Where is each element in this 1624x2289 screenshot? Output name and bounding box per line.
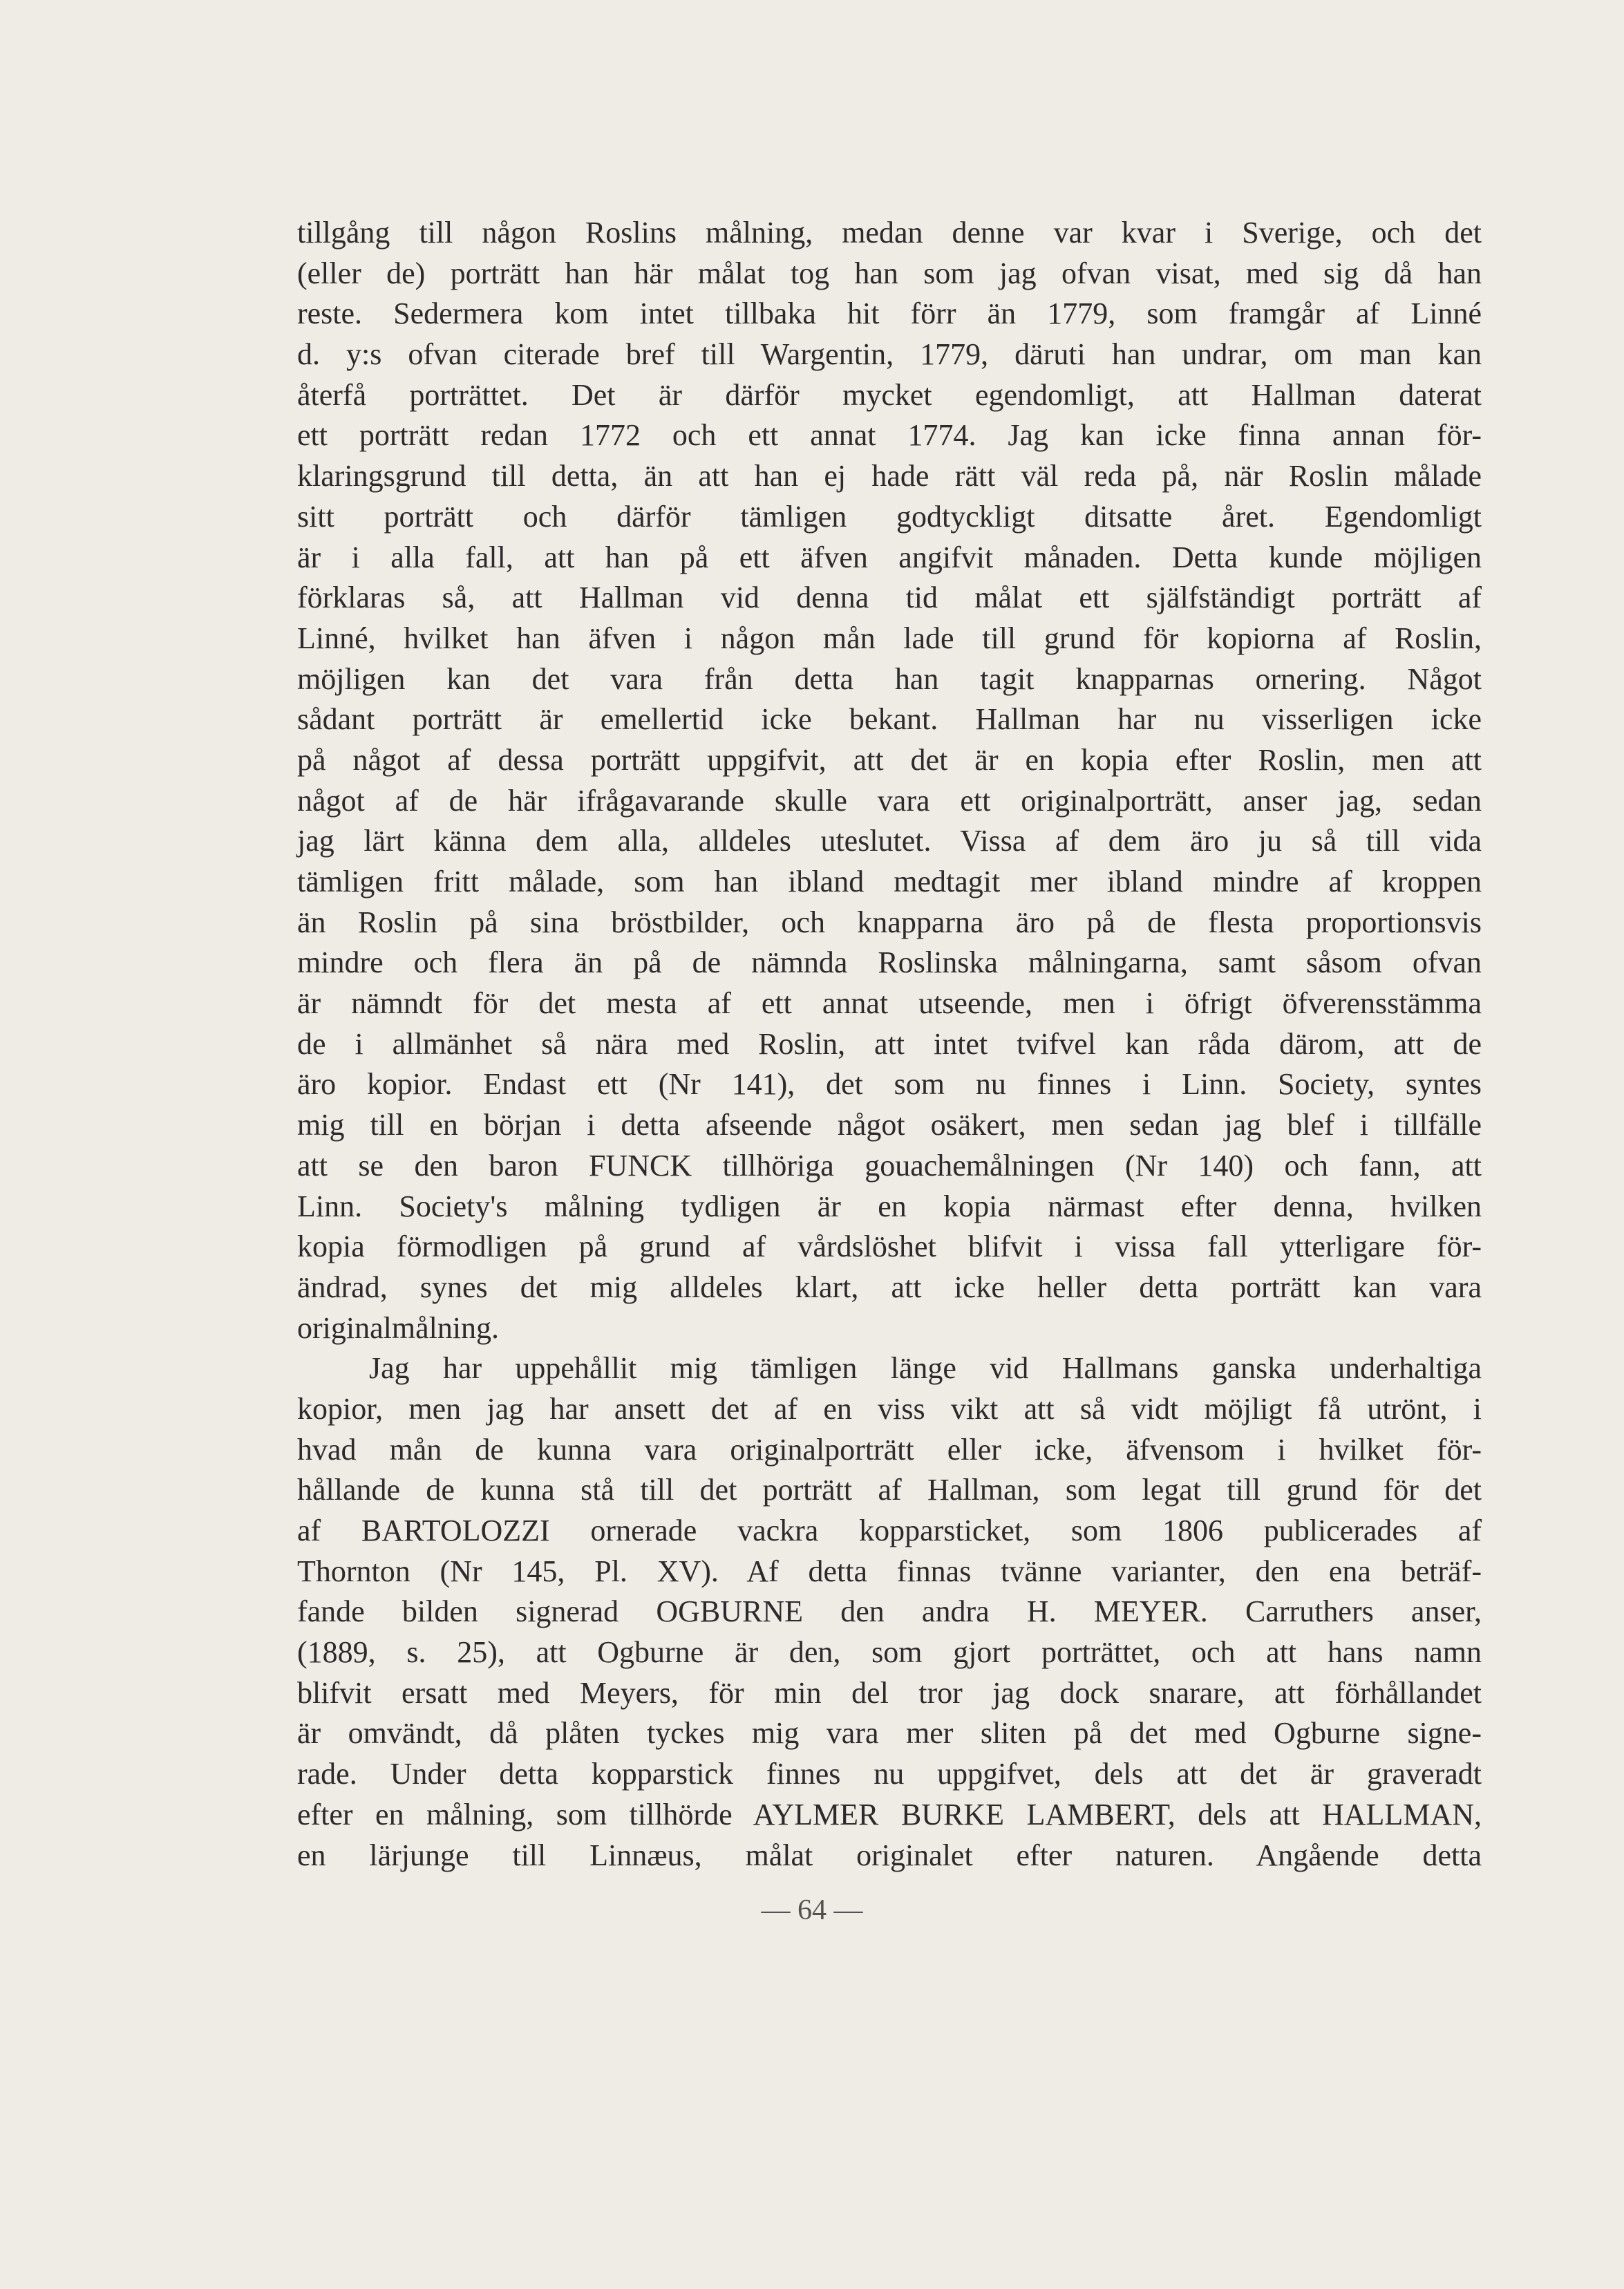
text-line: af BARTOLOZZI ornerade vackra kopparsticket, som 1806 publicerades af [297,1514,1482,1547]
text-line: fande bilden signerad OGBURNE den andra H. MEYER. Carruthers anser, [297,1594,1482,1629]
page-number: — 64 — [761,1894,863,1926]
text-line: kopia förmodligen på grund af vårdslöshet blifvit i vissa fall ytterligare för- [297,1230,1482,1264]
text-line: kopior, men jag har ansett det af en viss vikt att så vidt möjligt få utrönt, i [297,1391,1482,1426]
text-line: att se den baron FUNCK tillhöriga gouachemålningen (Nr 140) och fann, att [297,1148,1482,1183]
text-line: reste. Sedermera kom intet tillbaka hit förr än 1779, som framgår af Linné [297,296,1482,331]
text-line: Jag har uppehållit mig tämligen länge vid Hallmans ganska underhaltiga [369,1351,1482,1386]
text-line: möjligen kan det vara från detta han tagit knapparnas ornering. Något [297,661,1482,696]
text-line: Linn. Society's målning tydligen är en kopia närmast efter denna, hvilken [297,1189,1482,1223]
text-line: är nämndt för det mesta af ett annat utseende, men i öfrigt öfverensstämma [297,986,1482,1021]
text-line: d. y:s ofvan citerade bref till Wargentin, 1779, däruti han undrar, om man kan [297,337,1482,372]
text-line: hvad mån de kunna vara originalporträtt eller icke, äfvensom i hvilket för- [297,1432,1482,1467]
text-line: äro kopior. Endast ett (Nr 141), det som nu finnes i Linn. Society, syntes [297,1067,1482,1102]
text-line: jag lärt känna dem alla, alldeles uteslutet. Vissa af dem äro ju så till vida [297,824,1482,858]
text-line: efter en målning, som tillhörde AYLMER BURKE LAMBERT, dels att HALLMAN, [297,1797,1482,1831]
body-text [297,213,1482,1876]
text-line: sitt porträtt och därför tämligen godtyckligt ditsatte året. Egendomligt [297,499,1482,534]
text-line: är i alla fall, att han på ett äfven angifvit månaden. Detta kunde möjligen [297,540,1482,574]
text-line: tämligen fritt målade, som han ibland medtagit mer ibland mindre af kroppen [297,865,1482,898]
text-line: på något af dessa porträtt uppgifvit, att det är en kopia efter Roslin, men att [297,742,1482,777]
text-line: mindre och flera än på de nämnda Roslinska målningarna, samt såsom ofvan [297,945,1482,980]
text-line: (1889, s. 25), att Ogburne är den, som gjort porträttet, och att hans namn [297,1635,1482,1670]
text-line: Thornton (Nr 145, Pl. XV). Af detta finnas tvänne varianter, den ena beträf- [297,1554,1482,1588]
text-line: ändrad, synes det mig alldeles klart, att icke heller detta porträtt kan vara [297,1270,1482,1304]
text-line: (eller de) porträtt han här målat tog han som jag ofvan visat, med sig då han [297,256,1482,290]
text-line: än Roslin på sina bröstbilder, och knapparna äro på de flesta proportionsvis [297,905,1482,939]
text-line: mig till en början i detta afseende något osäkert, men sedan jag blef i tillfälle [297,1108,1482,1142]
text-line: klaringsgrund till detta, än att han ej hade rätt väl reda på, när Roslin målade [297,459,1482,493]
text-line: blifvit ersatt med Meyers, för min del tror jag dock snarare, att förhållandet [297,1675,1482,1710]
paragraph-2 [297,1348,1482,1876]
text-line: något af de här ifrågavarande skulle vara ett originalporträtt, anser jag, sedan [297,783,1482,818]
text-line: tillgång till någon Roslins målning, medan denne var kvar i Sverige, och det [297,216,1482,249]
text-line: Linné, hvilket han äfven i någon mån lade till grund för kopiorna af Roslin, [297,621,1482,655]
text-line: de i allmänhet så nära med Roslin, att intet tvifvel kan råda därom, att de [297,1026,1482,1061]
text-line: återfå porträttet. Det är därför mycket egendomligt, att Hallman daterat [297,377,1482,412]
text-line: en lärjunge till Linnæus, målat originalet efter naturen. Angående detta [297,1838,1482,1872]
text-line: förklaras så, att Hallman vid denna tid målat ett själfständigt porträtt af [297,581,1482,615]
text-line: rade. Under detta kopparstick finnes nu uppgifvet, dels att det är graveradt [297,1757,1482,1791]
text-line: sådant porträtt är emellertid icke bekant. Hallman har nu visserligen icke [297,702,1482,737]
text-line: originalmålning. [297,1310,500,1345]
text-line: hållande de kunna stå till det porträtt af Hallman, som legat till grund för det [297,1473,1482,1507]
text-line: är omvändt, då plåten tyckes mig vara mer sliten på det med Ogburne signe- [297,1716,1482,1751]
paragraph-1 [297,213,1482,1348]
text-line: ett porträtt redan 1772 och ett annat 1774. Jag kan icke finna annan för- [297,418,1482,453]
